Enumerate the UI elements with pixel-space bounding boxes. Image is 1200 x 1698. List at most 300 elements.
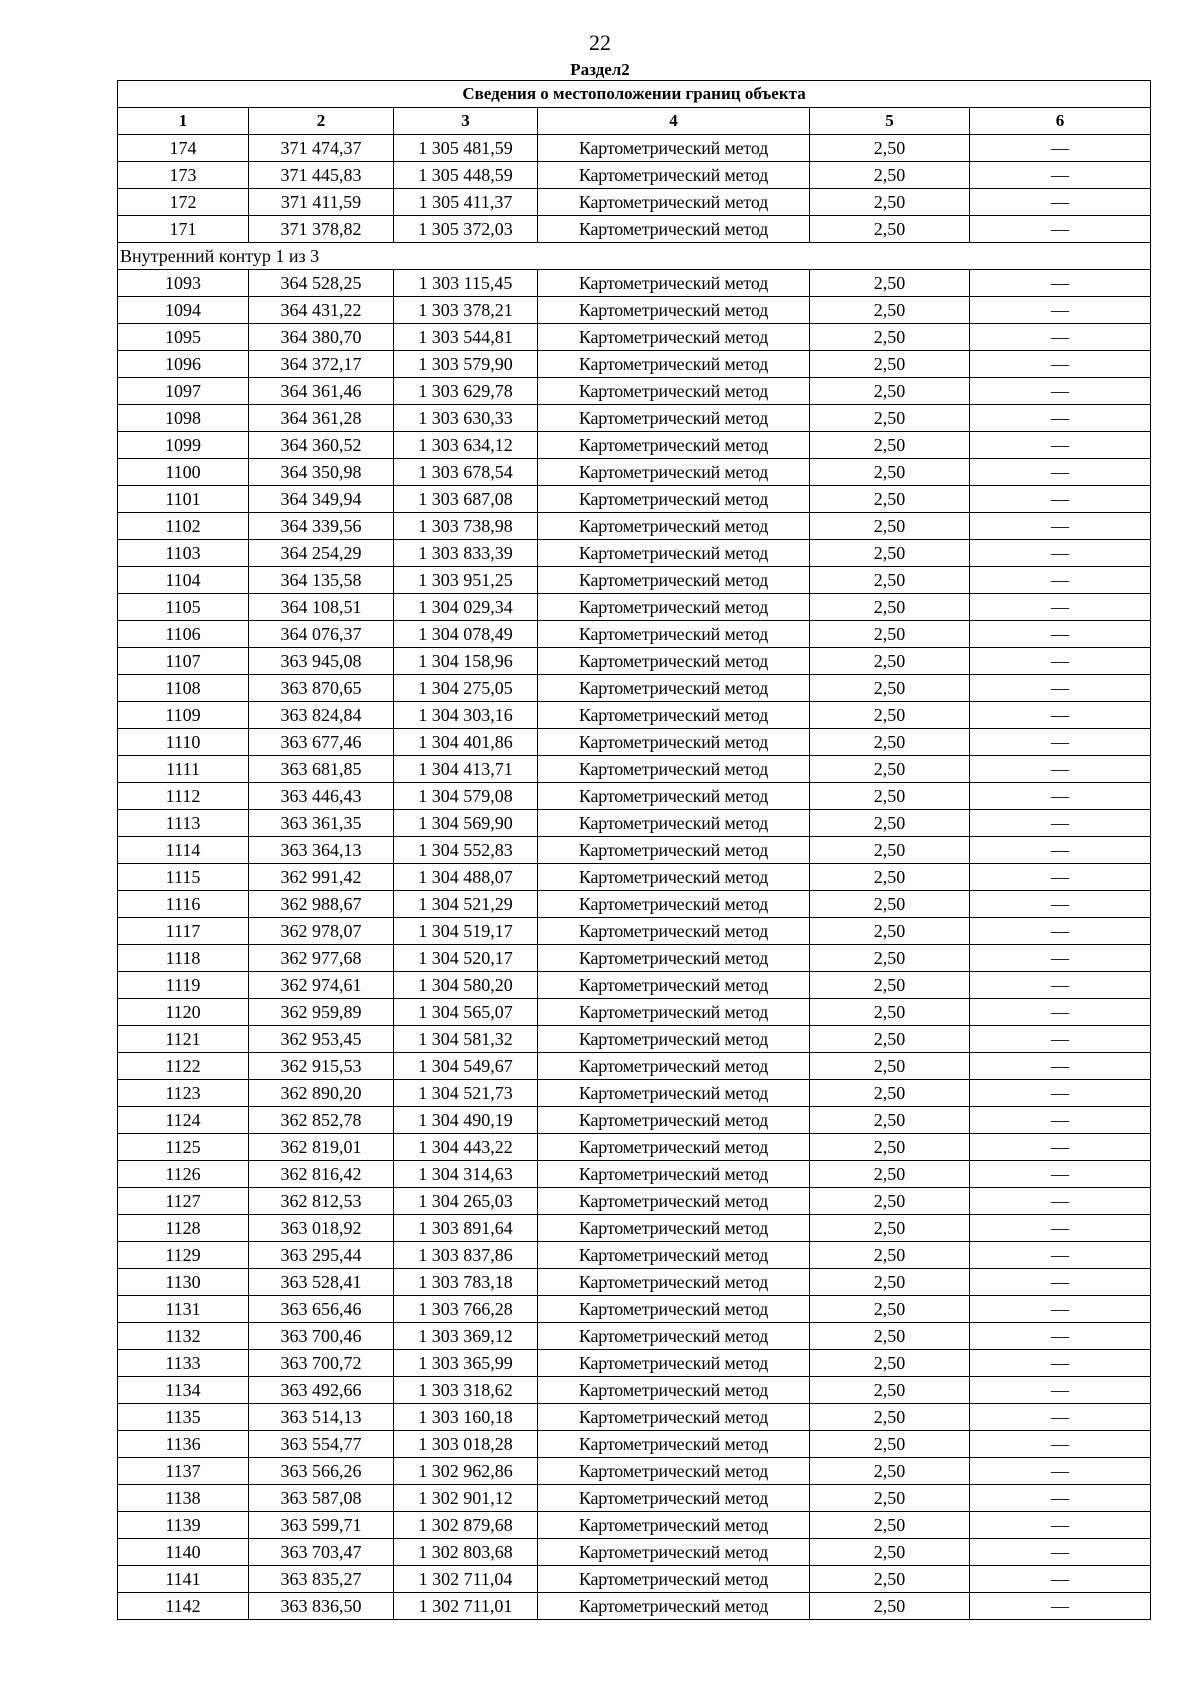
table-cell-col-4: Картометрический метод (538, 1323, 810, 1350)
table-cell-col-5: 2,50 (810, 189, 970, 216)
table-cell-col-2: 362 819,01 (249, 1134, 394, 1161)
table-cell-col-1: 1112 (118, 783, 249, 810)
table-cell-col-5: 2,50 (810, 1404, 970, 1431)
table-cell-col-5: 2,50 (810, 1296, 970, 1323)
table-row (118, 702, 1151, 729)
table-cell-col-4: Картометрический метод (538, 1566, 810, 1593)
table-cell-col-1: 1096 (118, 351, 249, 378)
table-cell-col-1: 1126 (118, 1161, 249, 1188)
table-cell-col-2: 371 378,82 (249, 216, 394, 243)
table-cell-col-2: 363 945,08 (249, 648, 394, 675)
table-cell-col-3: 1 302 711,01 (394, 1593, 538, 1620)
table-cell-col-5: 2,50 (810, 972, 970, 999)
table-row (118, 1323, 1151, 1350)
table-row (118, 1080, 1151, 1107)
table-cell-col-4: Картометрический метод (538, 810, 810, 837)
table-cell-col-5: 2,50 (810, 432, 970, 459)
table-cell-col-3: 1 304 443,22 (394, 1134, 538, 1161)
table-row (118, 567, 1151, 594)
table-cell-col-5: 2,50 (810, 1134, 970, 1161)
column-number-1: 1 (118, 108, 249, 135)
table-cell-col-6: — (970, 324, 1151, 351)
table-cell-col-4: Картометрический метод (538, 702, 810, 729)
table-cell-col-2: 363 700,72 (249, 1350, 394, 1377)
table-cell-col-3: 1 303 634,12 (394, 432, 538, 459)
table-cell-col-4: Картометрический метод (538, 540, 810, 567)
table-cell-col-5: 2,50 (810, 891, 970, 918)
table-cell-col-1: 1111 (118, 756, 249, 783)
table-cell-col-3: 1 304 521,29 (394, 891, 538, 918)
table-cell-col-3: 1 304 552,83 (394, 837, 538, 864)
table-cell-col-5: 2,50 (810, 1053, 970, 1080)
table-cell-col-4: Картометрический метод (538, 783, 810, 810)
table-row (118, 1377, 1151, 1404)
table-cell-col-5: 2,50 (810, 756, 970, 783)
table-cell-col-2: 363 528,41 (249, 1269, 394, 1296)
table-cell-col-2: 371 474,37 (249, 135, 394, 162)
table-cell-col-6: — (970, 864, 1151, 891)
table-cell-col-5: 2,50 (810, 486, 970, 513)
table-cell-col-4: Картометрический метод (538, 999, 810, 1026)
table-cell-col-1: 172 (118, 189, 249, 216)
table-cell-col-2: 362 890,20 (249, 1080, 394, 1107)
table-cell-col-1: 1104 (118, 567, 249, 594)
table-cell-col-2: 364 076,37 (249, 621, 394, 648)
table-cell-col-6: — (970, 1485, 1151, 1512)
table-cell-col-1: 1122 (118, 1053, 249, 1080)
table-row (118, 351, 1151, 378)
table-cell-col-5: 2,50 (810, 783, 970, 810)
table-row (118, 1215, 1151, 1242)
table-cell-col-5: 2,50 (810, 999, 970, 1026)
table-row (118, 1269, 1151, 1296)
table-cell-col-6: — (970, 1296, 1151, 1323)
table-cell-col-1: 1106 (118, 621, 249, 648)
table-cell-col-3: 1 302 962,86 (394, 1458, 538, 1485)
column-number-6: 6 (970, 108, 1151, 135)
table-cell-col-3: 1 304 078,49 (394, 621, 538, 648)
table-cell-col-3: 1 303 318,62 (394, 1377, 538, 1404)
table-row (118, 621, 1151, 648)
table-row (118, 1566, 1151, 1593)
table-cell-col-5: 2,50 (810, 918, 970, 945)
table-row (118, 891, 1151, 918)
contour-subheading: Внутренний контур 1 из 3 (118, 243, 1151, 270)
table-cell-col-3: 1 303 951,25 (394, 567, 538, 594)
table-cell-col-2: 364 360,52 (249, 432, 394, 459)
table-caption: Сведения о местоположении границ объекта (118, 81, 1151, 108)
table-cell-col-4: Картометрический метод (538, 189, 810, 216)
table-cell-col-2: 363 656,46 (249, 1296, 394, 1323)
table-cell-col-4: Картометрический метод (538, 972, 810, 999)
table-cell-col-3: 1 303 579,90 (394, 351, 538, 378)
table-cell-col-5: 2,50 (810, 1350, 970, 1377)
table-cell-col-4: Картометрический метод (538, 1431, 810, 1458)
table-cell-col-6: — (970, 135, 1151, 162)
table-cell-col-4: Картометрический метод (538, 1242, 810, 1269)
table-row (118, 1296, 1151, 1323)
table-cell-col-4: Картометрический метод (538, 567, 810, 594)
table-cell-col-5: 2,50 (810, 405, 970, 432)
table-cell-col-6: — (970, 1377, 1151, 1404)
column-number-row (118, 108, 1151, 135)
table-cell-col-6: — (970, 540, 1151, 567)
table-cell-col-1: 1114 (118, 837, 249, 864)
table-cell-col-4: Картометрический метод (538, 594, 810, 621)
table-cell-col-2: 363 492,66 (249, 1377, 394, 1404)
table-cell-col-1: 1123 (118, 1080, 249, 1107)
table-cell-col-3: 1 304 265,03 (394, 1188, 538, 1215)
table-cell-col-1: 1113 (118, 810, 249, 837)
table-cell-col-4: Картометрический метод (538, 459, 810, 486)
table-cell-col-5: 2,50 (810, 702, 970, 729)
table-cell-col-3: 1 304 521,73 (394, 1080, 538, 1107)
table-cell-col-5: 2,50 (810, 459, 970, 486)
table-cell-col-6: — (970, 1350, 1151, 1377)
table-cell-col-5: 2,50 (810, 1485, 970, 1512)
table-cell-col-5: 2,50 (810, 1026, 970, 1053)
table-row (118, 1431, 1151, 1458)
table-cell-col-3: 1 303 678,54 (394, 459, 538, 486)
table-cell-col-3: 1 304 413,71 (394, 756, 538, 783)
table-cell-col-1: 1142 (118, 1593, 249, 1620)
table-cell-col-5: 2,50 (810, 1161, 970, 1188)
column-number-2: 2 (249, 108, 394, 135)
table-cell-col-2: 363 446,43 (249, 783, 394, 810)
table-cell-col-3: 1 303 160,18 (394, 1404, 538, 1431)
table-caption-row (118, 81, 1151, 108)
table-cell-col-1: 1118 (118, 945, 249, 972)
table-cell-col-4: Картометрический метод (538, 1080, 810, 1107)
table-cell-col-5: 2,50 (810, 594, 970, 621)
table-cell-col-3: 1 303 833,39 (394, 540, 538, 567)
table-cell-col-3: 1 303 738,98 (394, 513, 538, 540)
table-cell-col-2: 363 514,13 (249, 1404, 394, 1431)
table-cell-col-2: 363 700,46 (249, 1323, 394, 1350)
table-cell-col-3: 1 303 783,18 (394, 1269, 538, 1296)
table-cell-col-3: 1 302 901,12 (394, 1485, 538, 1512)
table-cell-col-4: Картометрический метод (538, 945, 810, 972)
page-number: 22 (589, 30, 611, 55)
table-cell-col-6: — (970, 1458, 1151, 1485)
table-cell-col-2: 364 372,17 (249, 351, 394, 378)
table-row (118, 1107, 1151, 1134)
table-cell-col-1: 1137 (118, 1458, 249, 1485)
table-row (118, 459, 1151, 486)
table-cell-col-4: Картометрический метод (538, 1188, 810, 1215)
table-cell-col-6: — (970, 837, 1151, 864)
table-row (118, 432, 1151, 459)
table-row (118, 135, 1151, 162)
contour-subheading-row (118, 243, 1151, 270)
table-cell-col-1: 1107 (118, 648, 249, 675)
table-cell-col-4: Картометрический метод (538, 891, 810, 918)
table-cell-col-3: 1 304 581,32 (394, 1026, 538, 1053)
table-cell-col-5: 2,50 (810, 1512, 970, 1539)
table-cell-col-6: — (970, 567, 1151, 594)
table-row (118, 648, 1151, 675)
table-cell-col-3: 1 304 401,86 (394, 729, 538, 756)
table-cell-col-6: — (970, 1431, 1151, 1458)
table-cell-col-2: 362 852,78 (249, 1107, 394, 1134)
table-cell-col-4: Картометрический метод (538, 432, 810, 459)
table-row (118, 999, 1151, 1026)
table-row (118, 270, 1151, 297)
table-cell-col-1: 1133 (118, 1350, 249, 1377)
table-cell-col-1: 1131 (118, 1296, 249, 1323)
table-row (118, 918, 1151, 945)
table-cell-col-6: — (970, 675, 1151, 702)
table-row (118, 1026, 1151, 1053)
table-row (118, 1485, 1151, 1512)
table-cell-col-4: Картометрический метод (538, 1350, 810, 1377)
table-cell-col-3: 1 303 891,64 (394, 1215, 538, 1242)
table-cell-col-6: — (970, 1242, 1151, 1269)
table-cell-col-5: 2,50 (810, 270, 970, 297)
table-row (118, 324, 1151, 351)
table-cell-col-2: 371 445,83 (249, 162, 394, 189)
table-row (118, 1539, 1151, 1566)
table-cell-col-3: 1 303 115,45 (394, 270, 538, 297)
table-cell-col-6: — (970, 1107, 1151, 1134)
table-row (118, 1188, 1151, 1215)
table-cell-col-1: 1119 (118, 972, 249, 999)
table-cell-col-6: — (970, 1566, 1151, 1593)
table-cell-col-3: 1 304 580,20 (394, 972, 538, 999)
table-cell-col-5: 2,50 (810, 1431, 970, 1458)
table-cell-col-2: 362 915,53 (249, 1053, 394, 1080)
table-cell-col-6: — (970, 756, 1151, 783)
table-cell-col-1: 1124 (118, 1107, 249, 1134)
table-cell-col-1: 1100 (118, 459, 249, 486)
table-cell-col-3: 1 304 490,19 (394, 1107, 538, 1134)
table-cell-col-6: — (970, 1080, 1151, 1107)
table-cell-col-1: 1127 (118, 1188, 249, 1215)
table-cell-col-4: Картометрический метод (538, 837, 810, 864)
table-cell-col-5: 2,50 (810, 216, 970, 243)
coordinates-table (117, 80, 1151, 1620)
table-cell-col-6: — (970, 432, 1151, 459)
table-cell-col-2: 364 135,58 (249, 567, 394, 594)
table-cell-col-1: 1101 (118, 486, 249, 513)
table-cell-col-3: 1 303 378,21 (394, 297, 538, 324)
table-cell-col-2: 363 836,50 (249, 1593, 394, 1620)
table-cell-col-6: — (970, 1404, 1151, 1431)
table-cell-col-4: Картометрический метод (538, 1539, 810, 1566)
table-cell-col-1: 1099 (118, 432, 249, 459)
table-cell-col-4: Картометрический метод (538, 1296, 810, 1323)
table-cell-col-6: — (970, 459, 1151, 486)
table-cell-col-6: — (970, 486, 1151, 513)
table-cell-col-6: — (970, 297, 1151, 324)
table-cell-col-5: 2,50 (810, 1323, 970, 1350)
table-cell-col-4: Картометрический метод (538, 675, 810, 702)
table-cell-col-4: Картометрический метод (538, 1026, 810, 1053)
table-row (118, 1350, 1151, 1377)
table-cell-col-2: 362 974,61 (249, 972, 394, 999)
table-cell-col-5: 2,50 (810, 729, 970, 756)
table-cell-col-2: 363 681,85 (249, 756, 394, 783)
table-cell-col-5: 2,50 (810, 648, 970, 675)
table-cell-col-1: 1116 (118, 891, 249, 918)
table-cell-col-6: — (970, 1512, 1151, 1539)
table-row (118, 837, 1151, 864)
table-row (118, 486, 1151, 513)
table-cell-col-1: 1129 (118, 1242, 249, 1269)
table-cell-col-4: Картометрический метод (538, 1134, 810, 1161)
table-cell-col-5: 2,50 (810, 621, 970, 648)
table-cell-col-5: 2,50 (810, 351, 970, 378)
table-cell-col-4: Картометрический метод (538, 1458, 810, 1485)
table-cell-col-3: 1 302 711,04 (394, 1566, 538, 1593)
table-cell-col-3: 1 303 365,99 (394, 1350, 538, 1377)
table-cell-col-2: 363 018,92 (249, 1215, 394, 1242)
table-cell-col-1: 1139 (118, 1512, 249, 1539)
table-cell-col-4: Картометрический метод (538, 297, 810, 324)
table-cell-col-3: 1 303 544,81 (394, 324, 538, 351)
table-cell-col-1: 1138 (118, 1485, 249, 1512)
table-row (118, 783, 1151, 810)
table-row (118, 1404, 1151, 1431)
table-cell-col-3: 1 304 579,08 (394, 783, 538, 810)
table-cell-col-4: Картометрический метод (538, 486, 810, 513)
table-row (118, 1458, 1151, 1485)
table-cell-col-5: 2,50 (810, 1593, 970, 1620)
table-cell-col-3: 1 304 158,96 (394, 648, 538, 675)
table-cell-col-5: 2,50 (810, 837, 970, 864)
table-cell-col-6: — (970, 918, 1151, 945)
table-cell-col-6: — (970, 1161, 1151, 1188)
table-row (118, 405, 1151, 432)
table-cell-col-2: 364 431,22 (249, 297, 394, 324)
table-cell-col-3: 1 304 569,90 (394, 810, 538, 837)
table-cell-col-2: 363 554,77 (249, 1431, 394, 1458)
table-cell-col-6: — (970, 513, 1151, 540)
table-cell-col-1: 1102 (118, 513, 249, 540)
table-cell-col-2: 371 411,59 (249, 189, 394, 216)
column-number-3: 3 (394, 108, 538, 135)
table-cell-col-4: Картометрический метод (538, 216, 810, 243)
table-cell-col-6: — (970, 1188, 1151, 1215)
table-cell-col-4: Картометрический метод (538, 756, 810, 783)
table-cell-col-3: 1 304 488,07 (394, 864, 538, 891)
table-cell-col-2: 362 977,68 (249, 945, 394, 972)
table-cell-col-2: 364 339,56 (249, 513, 394, 540)
table-cell-col-6: — (970, 270, 1151, 297)
table-cell-col-3: 1 303 018,28 (394, 1431, 538, 1458)
table-cell-col-6: — (970, 1593, 1151, 1620)
table-cell-col-3: 1 303 687,08 (394, 486, 538, 513)
table-cell-col-1: 1115 (118, 864, 249, 891)
table-cell-col-4: Картометрический метод (538, 1161, 810, 1188)
table-row (118, 1161, 1151, 1188)
table-cell-col-4: Картометрический метод (538, 1404, 810, 1431)
table-cell-col-6: — (970, 810, 1151, 837)
table-cell-col-5: 2,50 (810, 1539, 970, 1566)
table-row (118, 378, 1151, 405)
table-cell-col-6: — (970, 216, 1151, 243)
table-cell-col-5: 2,50 (810, 1242, 970, 1269)
table-row (118, 297, 1151, 324)
table-cell-col-2: 362 812,53 (249, 1188, 394, 1215)
table-cell-col-6: — (970, 1134, 1151, 1161)
table-row (118, 810, 1151, 837)
table-cell-col-1: 1136 (118, 1431, 249, 1458)
table-cell-col-1: 1140 (118, 1539, 249, 1566)
table-cell-col-5: 2,50 (810, 1269, 970, 1296)
table-cell-col-6: — (970, 702, 1151, 729)
table-cell-col-4: Картометрический метод (538, 1053, 810, 1080)
table-cell-col-4: Картометрический метод (538, 135, 810, 162)
table-cell-col-5: 2,50 (810, 1377, 970, 1404)
table-cell-col-5: 2,50 (810, 810, 970, 837)
table-row (118, 864, 1151, 891)
table-row (118, 756, 1151, 783)
table-cell-col-4: Картометрический метод (538, 1377, 810, 1404)
table-cell-col-4: Картометрический метод (538, 378, 810, 405)
table-cell-col-1: 1110 (118, 729, 249, 756)
table-cell-col-2: 362 988,67 (249, 891, 394, 918)
table-cell-col-3: 1 303 766,28 (394, 1296, 538, 1323)
table-cell-col-3: 1 304 303,16 (394, 702, 538, 729)
table-cell-col-1: 1121 (118, 1026, 249, 1053)
table-cell-col-2: 364 350,98 (249, 459, 394, 486)
table-cell-col-3: 1 304 029,34 (394, 594, 538, 621)
table-cell-col-2: 362 978,07 (249, 918, 394, 945)
table-cell-col-2: 362 959,89 (249, 999, 394, 1026)
table-cell-col-3: 1 305 411,37 (394, 189, 538, 216)
table-cell-col-4: Картометрический метод (538, 621, 810, 648)
table-cell-col-5: 2,50 (810, 162, 970, 189)
table-cell-col-2: 364 349,94 (249, 486, 394, 513)
table-cell-col-3: 1 304 275,05 (394, 675, 538, 702)
table-cell-col-2: 363 677,46 (249, 729, 394, 756)
table-cell-col-6: — (970, 1539, 1151, 1566)
table-cell-col-4: Картометрический метод (538, 162, 810, 189)
table-cell-col-1: 1105 (118, 594, 249, 621)
table-cell-col-1: 1125 (118, 1134, 249, 1161)
table-cell-col-6: — (970, 1269, 1151, 1296)
table-row (118, 945, 1151, 972)
table-cell-col-5: 2,50 (810, 324, 970, 351)
table-cell-col-1: 1130 (118, 1269, 249, 1296)
table-cell-col-1: 1097 (118, 378, 249, 405)
table-cell-col-4: Картометрический метод (538, 324, 810, 351)
table-cell-col-6: — (970, 729, 1151, 756)
table-row (118, 594, 1151, 621)
table-cell-col-4: Картометрический метод (538, 729, 810, 756)
table-row (118, 1593, 1151, 1620)
table-cell-col-3: 1 305 372,03 (394, 216, 538, 243)
table-cell-col-4: Картометрический метод (538, 1107, 810, 1134)
table-cell-col-3: 1 304 565,07 (394, 999, 538, 1026)
table-cell-col-5: 2,50 (810, 135, 970, 162)
table-cell-col-4: Картометрический метод (538, 270, 810, 297)
table-cell-col-5: 2,50 (810, 1188, 970, 1215)
table-cell-col-6: — (970, 783, 1151, 810)
table-cell-col-6: — (970, 1053, 1151, 1080)
table-cell-col-6: — (970, 621, 1151, 648)
table-cell-col-5: 2,50 (810, 1107, 970, 1134)
table-cell-col-3: 1 304 519,17 (394, 918, 538, 945)
table-cell-col-2: 363 599,71 (249, 1512, 394, 1539)
table-cell-col-1: 1093 (118, 270, 249, 297)
table-cell-col-1: 1098 (118, 405, 249, 432)
table-row (118, 162, 1151, 189)
table-body (118, 135, 1151, 1620)
table-cell-col-6: — (970, 594, 1151, 621)
table-cell-col-2: 363 295,44 (249, 1242, 394, 1269)
